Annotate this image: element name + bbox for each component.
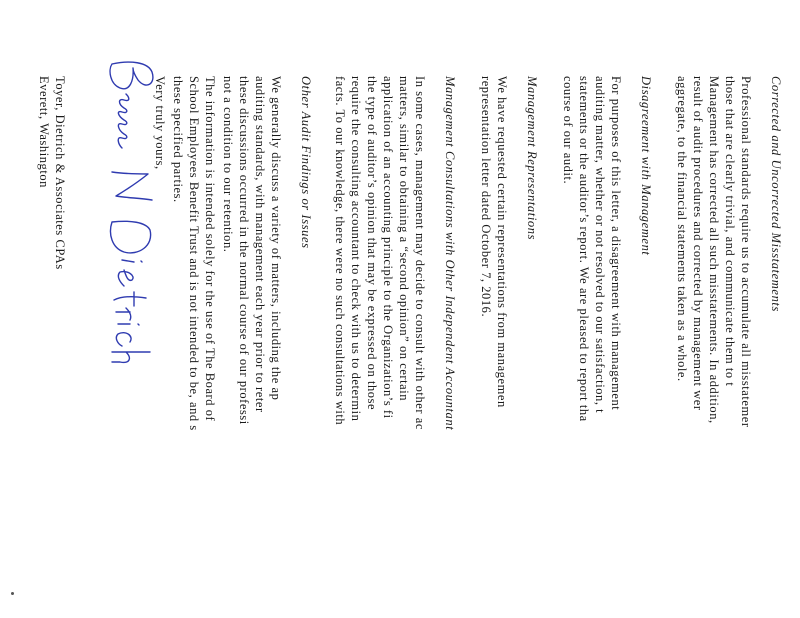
handwritten-signature — [100, 50, 160, 370]
sign-off: Very truly yours, — [153, 76, 167, 170]
paragraph-line: For purposes of this letter, a disagreement with management — [609, 76, 623, 411]
paragraph-line: result of audit procedures and corrected by management wer — [691, 76, 705, 411]
paragraph-line: We generally discuss a variety of matters, including the ap — [269, 76, 283, 401]
firm-name: Toyer, Dietrich & Associates CPAs — [53, 76, 67, 270]
paragraph-line: facts. To our knowledge, there were no such consultations with — [333, 76, 347, 426]
scan-speck — [11, 592, 14, 595]
paragraph-line: the type of auditor’s opinion that may be expressed on those — [365, 76, 379, 411]
paragraph-line: We have requested certain representations from managemen — [495, 76, 509, 408]
paragraph-line: course of our audit. — [561, 76, 575, 185]
paragraph-line: School Employees Benefit Trust and is not intended to be, and s — [187, 76, 201, 431]
paragraph-line: In some cases, management may decide to consult with other ac — [413, 76, 427, 430]
paragraph-line: those that are clearly trivial, and communicate them to t — [723, 76, 737, 387]
paragraph-line: auditing matter, whether or not resolved to our satisfaction, t — [593, 76, 607, 414]
heading-disagreement: Disagreement with Management — [639, 76, 653, 256]
paragraph-line: Professional standards require us to accumulate all misstatemer — [739, 76, 753, 428]
paragraph-line: statements or the auditor’s report. We are pleased to report tha — [577, 76, 591, 422]
paragraph-line: The information is intended solely for the use of The Board of — [203, 76, 217, 422]
heading-representations: Management Representations — [525, 76, 539, 241]
paragraph-line: application of an accounting principle to the Organization’s fi — [381, 76, 395, 419]
paragraph-line: matters, similar to obtaining a “second opinion” on certain — [397, 76, 411, 402]
paragraph-line: Management has corrected all such misstatements. In addition, — [707, 76, 721, 424]
heading-consultations: Management Consultations with Other Independent Accountant — [443, 76, 457, 431]
firm-city: Everett, Washington — [37, 76, 51, 188]
heading-misstatements: Corrected and Uncorrected Misstatements — [769, 76, 783, 312]
paragraph-line: representation letter dated October 7, 2016. — [479, 76, 493, 318]
paragraph-line: aggregate, to the financial statements taken as a whole. — [675, 76, 689, 382]
paragraph-line: these discussions occurred in the normal course of our professi — [237, 76, 251, 425]
paragraph-line: require the consulting accountant to check with us to determin — [349, 76, 363, 422]
heading-other-findings: Other Audit Findings or Issues — [299, 76, 313, 249]
paragraph-line: these specified parties. — [171, 76, 185, 203]
paragraph-line: auditing standards, with management each year prior to reter — [253, 76, 267, 413]
paragraph-line: not a condition to our retention. — [221, 76, 235, 253]
